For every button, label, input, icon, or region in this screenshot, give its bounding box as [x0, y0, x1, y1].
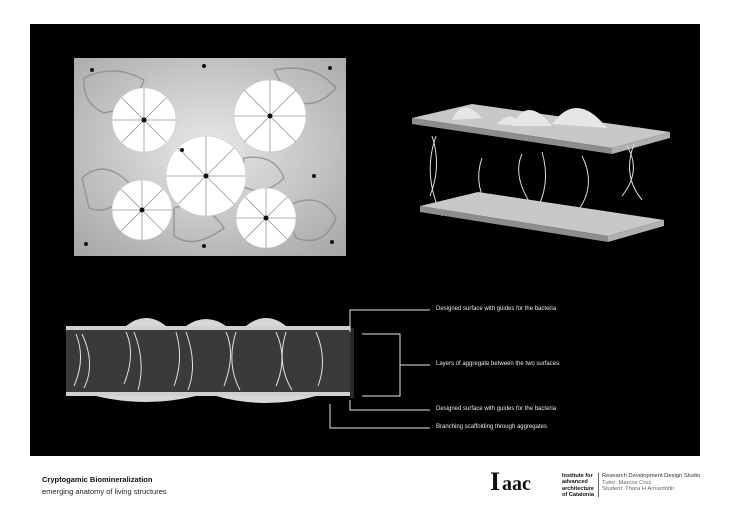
iaac-logo [490, 466, 556, 496]
project-title: Cryptogamic Biomineralization [42, 475, 153, 484]
footer-divider [598, 473, 599, 497]
callout-top-surface: Designed surface with guides for the bacteria [436, 306, 557, 312]
student-name: Student: Thora H Arnardottir [602, 486, 675, 493]
callout-bottom-surface: Designed surface with guides for the bacteria [436, 406, 557, 412]
callout-lines [30, 24, 700, 456]
callout-branching-scaffolding: Branching scaffolding through aggregates [436, 424, 547, 430]
studio-info [602, 473, 700, 493]
callout-aggregate-layers: Layers of aggregate between the two surfaces [436, 361, 560, 367]
svg-text:aac: aac [502, 473, 531, 495]
svg-text:I: I [490, 467, 501, 496]
project-subtitle: emerging anatomy of living structures [42, 487, 167, 496]
studio-name: Research Development Design Studio [602, 473, 701, 479]
presentation-panel [30, 24, 700, 456]
institute-name: Institute for advanced architecture of Catalonia [562, 473, 595, 498]
tutor-name: Tutor: Marcos Cruz [602, 479, 652, 486]
